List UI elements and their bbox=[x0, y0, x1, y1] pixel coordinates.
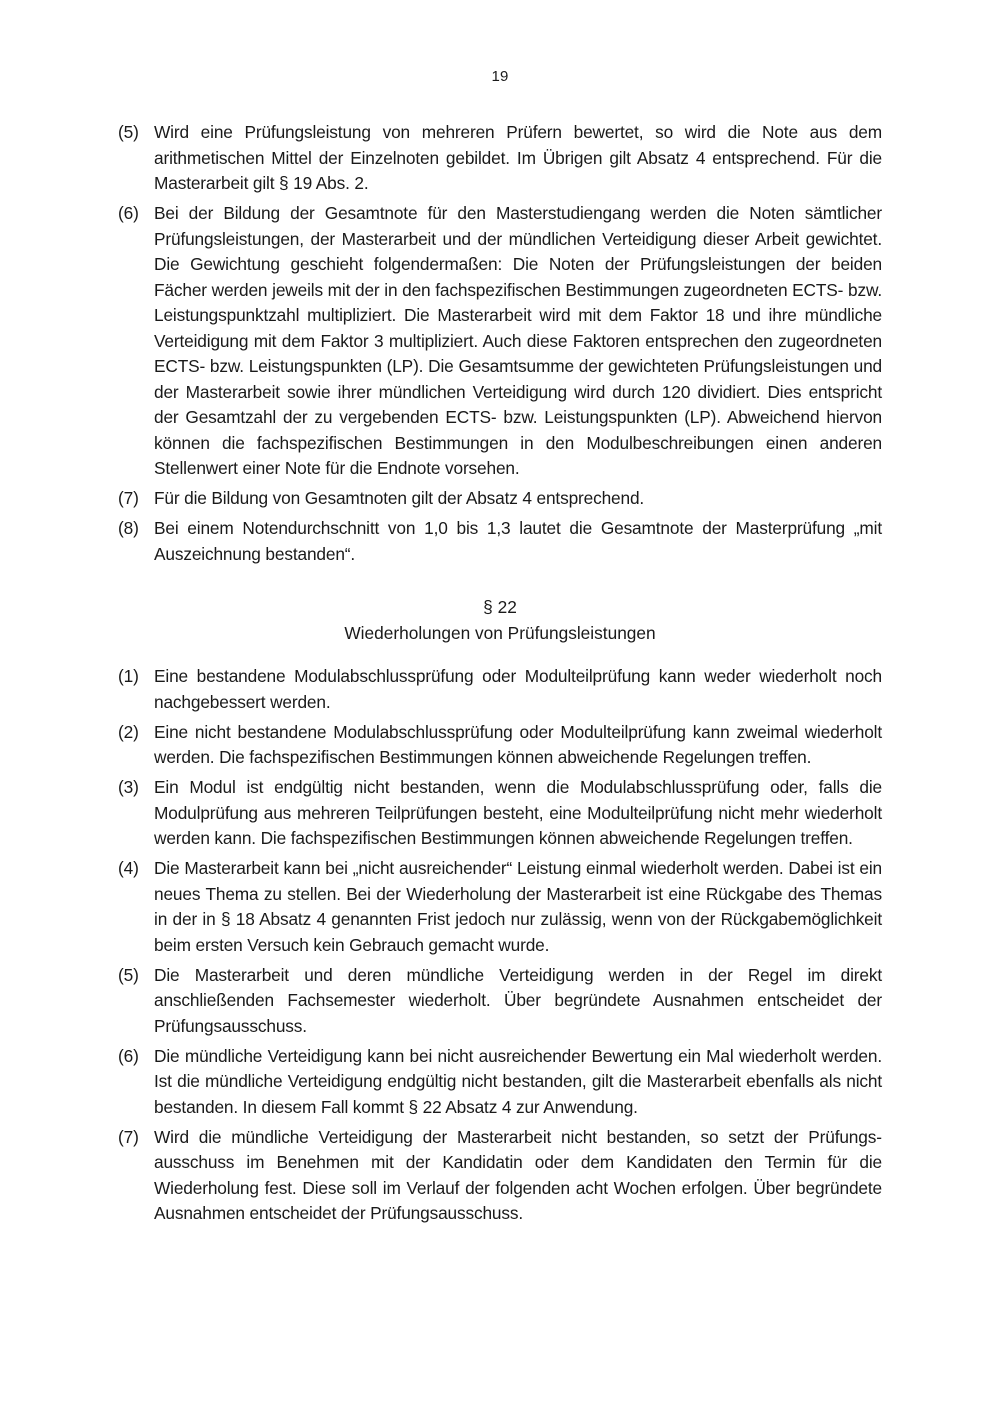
paragraph-text: Bei einem Notendurchschnitt von 1,0 bis 1,3 lautet die Gesamtnote der Masterprüfung „mit Auszeichnung bestanden“. bbox=[154, 518, 882, 564]
paragraph-text: Bei der Bildung der Gesamtnote für den Masterstudiengang werden die Noten sämtlicher Prüfungsleistungen, der Masterarbeit und der mündlichen Verteidigung dieser Arbeit gewichtet. Die Gewichtung geschieht folgendermaßen: Die Noten der Prüfungsleistungen der beiden Fächer werden jeweils mit der in den fachspezifischen Bestimmungen zugeordneten ECTS- bzw. Leistungspunktzahl multipliziert. Die Masterarbeit wird mit dem Faktor 18 und ihre mündliche Verteidigung mit dem Faktor 3 multipliziert. Auch diese Faktoren entsprechen den zugeordneten ECTS- bzw. Leistungspunkten (LP). Die Gesamtsumme der gewichteten Prüfungsleistungen und der Masterarbeit sowie ihrer mündlichen Verteidigung wird durch 120 dividiert. Dies entspricht der Gesamtzahl der zu vergebenden ECTS- bzw. Leistungspunkten (LP). Abweichend hiervon können die fachspezifischen Bestimmungen in den Modulbeschreibungen einen anderen Stellenwert einer Note für die Endnote vorsehen. bbox=[154, 203, 882, 478]
paragraph-number: (6) bbox=[118, 1045, 139, 1066]
paragraph-text: Wird eine Prüfungsleistung von mehreren Prüfern bewertet, so wird die Note aus dem arithmetischen Mittel der Einzelnoten gebildet. Im Übrigen gilt Absatz 4 entsprechend. Für die Masterarbeit gilt § 19 Abs. 2. bbox=[154, 122, 882, 193]
paragraph bbox=[118, 664, 882, 715]
paragraph-number: (6) bbox=[118, 203, 139, 223]
paragraph bbox=[118, 720, 882, 771]
paragraph-number: (2) bbox=[118, 721, 139, 742]
section-title: Wiederholungen von Prüfungsleistungen bbox=[344, 622, 656, 643]
paragraph-text: Die Masterarbeit und deren mündliche Verteidigung werden in der Regel im direkt anschließenden Fachsemester wiederholt. Über begründete Ausnahmen entscheidet der Prüfungsausschuss. bbox=[154, 964, 882, 1036]
paragraph-number: (5) bbox=[118, 964, 139, 985]
paragraph-text: Wird die mündliche Verteidigung der Masterarbeit nicht bestanden, so setzt der Prüfungsausschuss im Benehmen mit der Kandidatin oder dem Kandidaten den Termin für die Wiederholung fest. Diese soll im Verlauf der folgenden acht Wochen erfolgen. Über begründete Ausnahmen entscheidet der Prüfungsausschuss. bbox=[154, 1126, 882, 1223]
paragraph bbox=[118, 775, 882, 852]
section-symbol: § 22 bbox=[483, 597, 517, 617]
paragraph-number: (3) bbox=[118, 777, 139, 797]
section-heading bbox=[0, 595, 1000, 646]
paragraph-number: (7) bbox=[118, 1126, 139, 1147]
paragraph-number: (5) bbox=[118, 122, 139, 142]
section-21-continuation bbox=[118, 120, 882, 572]
paragraph-text: Eine bestandene Modulabschlussprüfung oder Modulteilprüfung kann weder wiederholt noch nachgebessert werden. bbox=[154, 666, 882, 712]
paragraph bbox=[118, 486, 882, 512]
paragraph-number: (7) bbox=[118, 488, 139, 508]
section-22-body bbox=[118, 664, 882, 1231]
paragraph-text: Eine nicht bestandene Modulabschlussprüfung oder Modulteilprüfung kann zweimal wiederholt werden. Die fachspezifischen Bestimmungen können abweichende Regelungen treffen. bbox=[154, 721, 882, 767]
page-number: 19 bbox=[491, 68, 509, 85]
paragraph bbox=[118, 1125, 882, 1227]
paragraph bbox=[118, 201, 882, 482]
paragraph-number: (4) bbox=[118, 858, 139, 878]
paragraph-text: Für die Bildung von Gesamtnoten gilt der Absatz 4 entsprechend. bbox=[154, 488, 645, 508]
paragraph bbox=[118, 120, 882, 197]
paragraph bbox=[118, 516, 882, 567]
paragraph-text: Ein Modul ist endgültig nicht bestanden, wenn die Modulabschlussprüfung oder, falls die Modulprüfung aus mehreren Teilprüfungen besteht, eine Modulteilprüfung nicht mehr wiederholt werden kann. Die fachspezifischen Bestimmungen können abweichende Regelungen treffen. bbox=[154, 777, 882, 848]
paragraph bbox=[118, 1044, 882, 1121]
paragraph-number: (8) bbox=[118, 518, 139, 538]
paragraph bbox=[118, 856, 882, 958]
paragraph-number: (1) bbox=[118, 666, 139, 686]
paragraph-text: Die mündliche Verteidigung kann bei nicht ausreichender Bewertung ein Mal wiederholt werden. Ist die mündliche Verteidigung endgültig nicht bestanden, gilt die Masterarbeit ebenfalls als nicht bestanden. In diesem Fall kommt § 22 Absatz 4 zur Anwendung. bbox=[154, 1045, 882, 1117]
paragraph-text: Die Masterarbeit kann bei „nicht ausreichender“ Leistung einmal wiederholt werden. Dabei ist ein neues Thema zu stellen. Bei der Wiederholung der Masterarbeit ist eine Rückgabe des Themas in der in § 18 Absatz 4 genannten Frist jedoch nur zulässig, wenn von der Rückgabemöglichkeit beim ersten Versuch kein Gebrauch gemacht wurde. bbox=[154, 858, 882, 955]
paragraph bbox=[118, 963, 882, 1040]
